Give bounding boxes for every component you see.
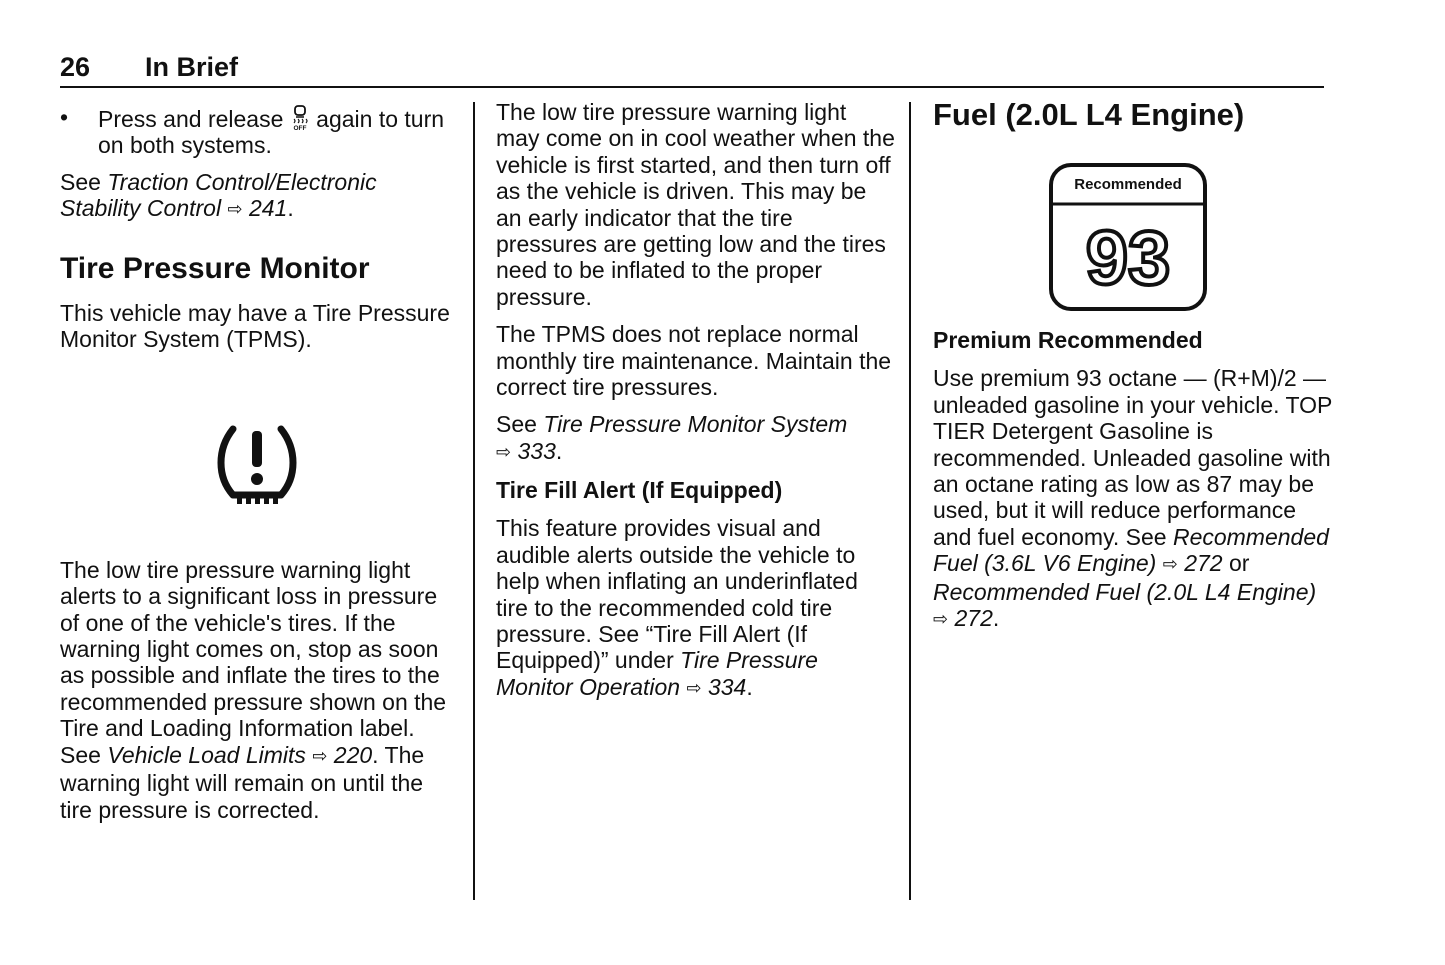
punctuation: . [555,437,563,464]
punctuation: . [992,605,1000,632]
see-reference [60,169,460,224]
page-ref-arrow-icon: ⇨ [227,199,243,220]
see-prefix: See [496,411,544,438]
body-text: The low tire pressure warning light alerts to a significant loss in pressure of one of the vehicle's tires. If the warning light comes on, stop as soon as possible and inflate the tires to the recommended pressure shown on the Tire and Loading Information label. See [60,556,447,768]
punctuation: . [746,673,753,700]
reference-page[interactable]: 220 [327,741,373,768]
page-ref-arrow-icon: ⇨ [1162,554,1178,575]
reference-link[interactable]: Tire Pressure Monitor Operation [496,647,818,700]
see-prefix: See [60,168,108,195]
body-text: Use premium 93 octane — (R+M)/2 — unleaded gasoline in your vehicle. TOP TIER Detergent Gasoline is recommended. Unleaded gasoline with an octane rating as low as 87 may be used, but it will reduce performance and fuel economy. See [933,365,1332,550]
bullet-text-end: again to turn on both systems. [98,106,445,159]
reference-page[interactable]: 333 [511,437,556,464]
bullet-text: Press and release [98,106,290,132]
see-reference [496,411,896,466]
column-left [60,105,460,834]
column-right [933,96,1333,644]
reference-link[interactable]: Traction Control/Electronic Stability Control [60,168,377,222]
column-divider [473,102,475,900]
fuel-label-top: Recommended [1074,176,1182,193]
column-divider [909,102,911,900]
body-text: This feature provides visual and audible alerts outside the vehicle to help when inflating an underinflated tire to the recommended cold tire pressure. See “Tire Fill Alert (If Equipped)” under [496,515,858,674]
paragraph: The low tire pressure warning light may come on in cool weather when the vehicle is first started, and then turn off as the vehicle is driven. This may be an early indicator that the tire pressures are getting low and the tires need to be inflated to the proper pressure. [496,99,895,310]
bullet-symbol: • [60,104,69,130]
octane-number: 93 [1085,216,1171,301]
page-ref-arrow-icon: ⇨ [312,745,328,766]
column-middle [496,99,896,713]
section-heading: Tire Pressure Monitor [60,251,370,285]
paragraph: The TPMS does not replace normal monthly tire maintenance. Maintain the correct tire pressures. [496,321,892,401]
intro-paragraph: This vehicle may have a Tire Pressure Monitor System (TPMS). [60,299,450,353]
section-heading: Fuel (2.0L L4 Engine) [933,97,1245,132]
page-number: 26 [60,52,91,82]
subsection-heading: Tire Fill Alert (If Equipped) [496,477,783,504]
body-text-end: . The warning light will remain on until the tire pressure is corrected. [60,741,425,823]
section-title: In Brief [145,52,239,82]
reference-link[interactable]: Recommended Fuel (3.6L V6 Engine) [933,523,1329,577]
reference-page[interactable]: 272 [948,605,993,632]
body-text: or [1222,550,1250,577]
subsection-heading: Premium Recommended [933,327,1203,354]
reference-page[interactable]: 272 [1177,550,1223,577]
reference-link[interactable]: Tire Pressure Monitor System [543,411,848,438]
tire-pressure-warning-icon [215,421,299,505]
fuel-octane-label-icon [1048,162,1208,312]
reference-link[interactable]: Vehicle Load Limits [107,741,306,768]
body-paragraph [933,365,1333,633]
page-ref-arrow-icon: ⇨ [686,677,702,698]
svg-text:OFF: OFF [293,125,307,131]
reference-link[interactable]: Recommended Fuel (2.0L L4 Engine) [933,578,1317,605]
reference-page[interactable]: 241 [242,195,288,222]
reference-page[interactable]: 334 [701,673,747,700]
page-ref-arrow-icon: ⇨ [496,441,512,462]
punctuation: . [287,195,294,222]
body-paragraph [60,557,460,823]
page-ref-arrow-icon: ⇨ [933,609,949,630]
page-header [60,52,1324,88]
paragraph [496,515,896,702]
traction-control-off-icon [290,105,310,131]
bullet-item [60,105,460,159]
